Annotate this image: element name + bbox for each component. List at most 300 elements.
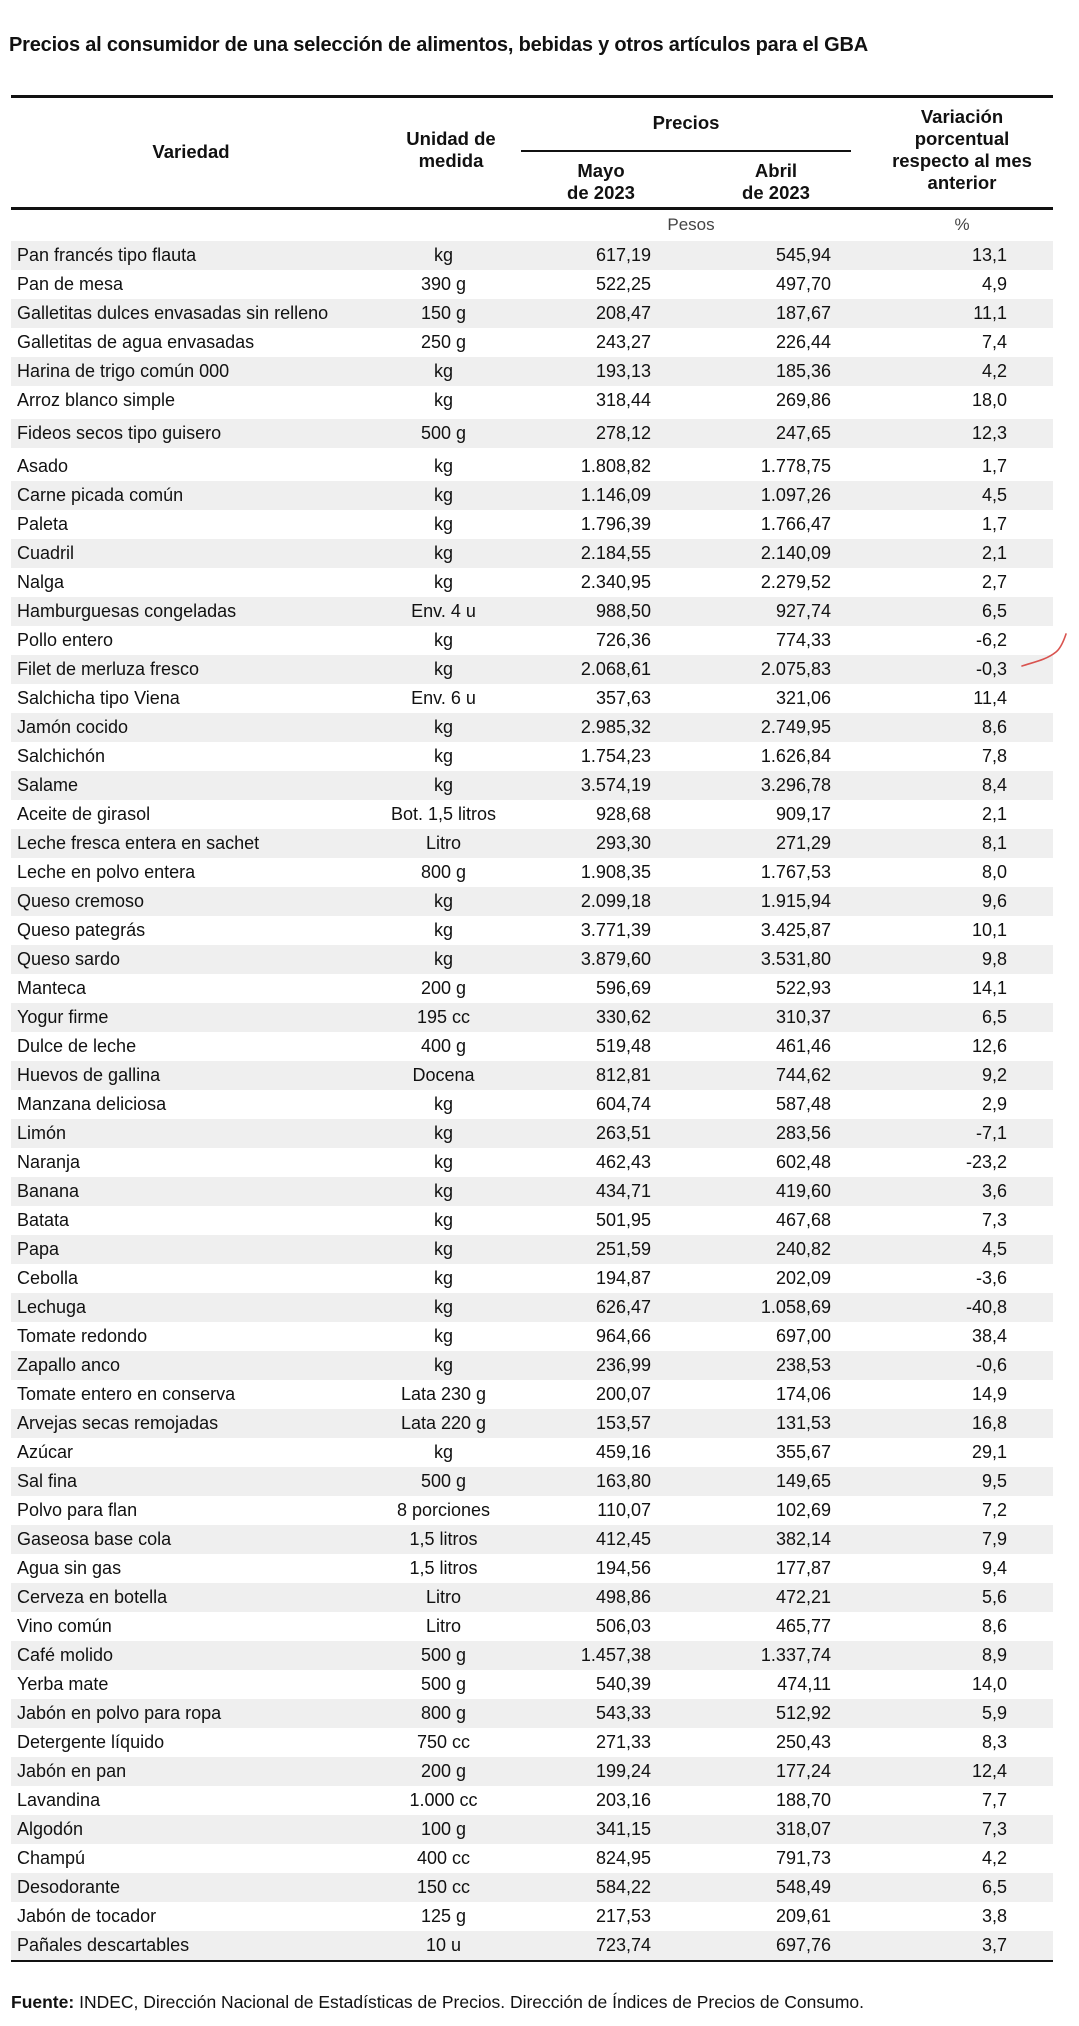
cell-variacion: 7,2 <box>981 1500 1007 1520</box>
cell-mayo: 3.879,60 <box>580 949 651 969</box>
cell-unidad: 150 cc <box>416 1877 471 1897</box>
cell-abril: 522,93 <box>775 978 831 998</box>
cell-unidad: kg <box>433 891 453 911</box>
cell-mayo: 1.908,35 <box>580 862 651 882</box>
cell-variedad: Champú <box>17 1848 86 1868</box>
cell-variacion: 6,5 <box>981 601 1007 621</box>
cell-abril: 2.140,09 <box>760 543 831 563</box>
cell-variedad: Pollo entero <box>17 630 114 650</box>
header-unidad <box>371 128 531 172</box>
table-row <box>11 597 1053 626</box>
cell-variacion: 11,1 <box>973 303 1007 323</box>
cell-mayo: 200,07 <box>595 1384 651 1404</box>
cell-unidad: kg <box>433 659 453 679</box>
cell-variacion: 5,6 <box>981 1587 1007 1607</box>
source-label: Fuente: <box>11 1992 75 2012</box>
cell-mayo: 318,44 <box>595 390 651 410</box>
cell-abril: 238,53 <box>775 1355 831 1375</box>
cell-abril: 1.097,26 <box>760 485 831 505</box>
cell-variedad: Tomate entero en conserva <box>17 1384 236 1404</box>
cell-unidad: kg <box>433 456 453 476</box>
cell-abril: 247,65 <box>775 423 831 443</box>
cell-abril: 465,77 <box>775 1616 831 1636</box>
table-row <box>11 299 1053 328</box>
cell-variacion: 6,5 <box>981 1007 1007 1027</box>
cell-mayo: 824,95 <box>595 1848 651 1868</box>
cell-variedad: Sal fina <box>17 1471 78 1491</box>
cell-mayo: 271,33 <box>595 1732 651 1752</box>
cell-unidad: Litro <box>425 833 461 853</box>
cell-abril: 174,06 <box>775 1384 831 1404</box>
cell-abril: 131,53 <box>775 1413 831 1433</box>
table-row <box>11 1786 1053 1815</box>
table-row <box>11 1061 1053 1090</box>
cell-unidad: 200 g <box>420 978 467 998</box>
cell-abril: 187,67 <box>775 303 831 323</box>
cell-mayo: 626,47 <box>595 1297 651 1317</box>
cell-variacion: 5,9 <box>981 1703 1007 1723</box>
table-row <box>11 241 1053 270</box>
cell-abril: 587,48 <box>775 1094 831 1114</box>
cell-unidad: kg <box>433 514 453 534</box>
cell-variedad: Galletitas dulces envasadas sin relleno <box>17 303 329 323</box>
cell-abril: 3.531,80 <box>760 949 831 969</box>
cell-variacion: 8,3 <box>981 1732 1007 1752</box>
cell-abril: 1.778,75 <box>760 456 831 476</box>
cell-abril: 774,33 <box>775 630 831 650</box>
table-row <box>11 1583 1053 1612</box>
cell-variacion: -7,1 <box>975 1123 1007 1143</box>
table-body <box>11 241 1053 1960</box>
cell-variacion: 3,6 <box>981 1181 1007 1201</box>
table-row <box>11 684 1053 713</box>
header-precios: Precios <box>652 112 720 133</box>
cell-variedad: Papa <box>17 1239 60 1259</box>
table-row <box>11 1815 1053 1844</box>
cell-variacion: -0,3 <box>975 659 1007 679</box>
cell-unidad: 500 g <box>420 423 467 443</box>
cell-variedad: Tomate redondo <box>17 1326 148 1346</box>
table-row <box>11 357 1053 386</box>
cell-variacion: 4,9 <box>981 274 1007 294</box>
header-abril-line2: de 2023 <box>742 182 810 203</box>
table-row <box>11 1322 1053 1351</box>
cell-variedad: Dulce de leche <box>17 1036 137 1056</box>
cell-variacion: 8,6 <box>981 1616 1007 1636</box>
table-row <box>11 713 1053 742</box>
cell-abril: 697,76 <box>775 1935 831 1955</box>
cell-variedad: Galletitas de agua envasadas <box>17 332 255 352</box>
table-row <box>11 1380 1053 1409</box>
cell-variacion: 8,0 <box>981 862 1007 882</box>
cell-unidad: Env. 4 u <box>411 601 476 621</box>
cell-variedad: Lechuga <box>17 1297 87 1317</box>
cell-variedad: Pan francés tipo flauta <box>17 245 197 265</box>
table-row <box>11 974 1053 1003</box>
cell-abril: 497,70 <box>775 274 831 294</box>
cell-abril: 461,46 <box>775 1036 831 1056</box>
cell-variedad: Harina de trigo común 000 <box>17 361 230 381</box>
cell-unidad: 125 g <box>420 1906 467 1926</box>
cell-abril: 1.766,47 <box>760 514 831 534</box>
table-row <box>11 1612 1053 1641</box>
header-variacion-line2: porcentual <box>914 128 1010 149</box>
cell-abril: 419,60 <box>775 1181 831 1201</box>
cell-mayo: 462,43 <box>595 1152 651 1172</box>
table-row <box>11 1003 1053 1032</box>
cell-variedad: Leche en polvo entera <box>17 862 196 882</box>
cell-variedad: Leche fresca entera en sachet <box>17 833 260 853</box>
table-row <box>11 1409 1053 1438</box>
table-row <box>11 1351 1053 1380</box>
cell-variacion: 13,1 <box>971 245 1007 265</box>
cell-mayo: 3.574,19 <box>580 775 651 795</box>
cell-variacion: 9,4 <box>981 1558 1007 1578</box>
cell-mayo: 217,53 <box>595 1906 651 1926</box>
cell-variacion: 14,0 <box>971 1674 1007 1694</box>
cell-unidad: kg <box>433 746 453 766</box>
cell-variedad: Jabón de tocador <box>17 1906 157 1926</box>
cell-unidad: kg <box>433 1123 453 1143</box>
table-row <box>11 452 1053 481</box>
cell-unidad: kg <box>433 543 453 563</box>
cell-mayo: 278,12 <box>595 423 651 443</box>
cell-unidad: Bot. 1,5 litros <box>390 804 497 824</box>
table-row <box>11 1090 1053 1119</box>
cell-variacion: 9,8 <box>981 949 1007 969</box>
cell-unidad: 400 cc <box>416 1848 471 1868</box>
cell-mayo: 1.754,23 <box>580 746 651 766</box>
cell-variedad: Café molido <box>17 1645 114 1665</box>
cell-mayo: 341,15 <box>595 1819 651 1839</box>
cell-unidad: 1.000 cc <box>409 1790 478 1810</box>
header-variacion-line3: respecto al mes <box>892 150 1032 171</box>
cell-variedad: Yerba mate <box>17 1674 109 1694</box>
table-row <box>11 1554 1053 1583</box>
cell-variacion: 12,3 <box>971 423 1007 443</box>
table-row <box>11 916 1053 945</box>
cell-variacion: 7,4 <box>981 332 1007 352</box>
cell-unidad: Litro <box>425 1616 461 1636</box>
cell-variedad: Jabón en pan <box>17 1761 127 1781</box>
cell-variedad: Queso pategrás <box>17 920 146 940</box>
cell-unidad: 100 g <box>420 1819 467 1839</box>
cell-variacion: 8,9 <box>981 1645 1007 1665</box>
cell-variacion: -0,6 <box>975 1355 1007 1375</box>
cell-mayo: 2.340,95 <box>580 572 651 592</box>
cell-abril: 283,56 <box>775 1123 831 1143</box>
cell-unidad: kg <box>433 1355 453 1375</box>
cell-abril: 1.058,69 <box>760 1297 831 1317</box>
units-row <box>11 207 1053 241</box>
cell-unidad: kg <box>433 717 453 737</box>
cell-variedad: Banana <box>17 1181 80 1201</box>
cell-variedad: Aceite de girasol <box>17 804 151 824</box>
cell-variacion: 7,3 <box>981 1210 1007 1230</box>
table-row <box>11 742 1053 771</box>
table-row <box>11 481 1053 510</box>
cell-abril: 602,48 <box>775 1152 831 1172</box>
cell-variedad: Filet de merluza fresco <box>17 659 200 679</box>
cell-abril: 2.075,83 <box>760 659 831 679</box>
cell-variedad: Yogur firme <box>17 1007 109 1027</box>
cell-abril: 202,09 <box>775 1268 831 1288</box>
cell-mayo: 1.146,09 <box>580 485 651 505</box>
table-row <box>11 887 1053 916</box>
pen-mark-icon <box>1020 620 1070 680</box>
source-note <box>11 1992 864 2013</box>
cell-mayo: 617,19 <box>595 245 651 265</box>
table-row <box>11 1119 1053 1148</box>
cell-unidad: kg <box>433 1094 453 1114</box>
cell-mayo: 110,07 <box>597 1500 651 1520</box>
table-row <box>11 1902 1053 1931</box>
cell-variedad: Agua sin gas <box>17 1558 122 1578</box>
cell-mayo: 193,13 <box>595 361 651 381</box>
table-row <box>11 1235 1053 1264</box>
header-variacion-line1: Variación <box>920 106 1004 127</box>
cell-abril: 909,17 <box>775 804 831 824</box>
bottom-rule <box>11 1960 1053 1962</box>
cell-variacion: 16,8 <box>971 1413 1007 1433</box>
cell-unidad: Docena <box>412 1065 475 1085</box>
table-row <box>11 1148 1053 1177</box>
cell-mayo: 412,45 <box>595 1529 651 1549</box>
table-row <box>11 1293 1053 1322</box>
cell-mayo: 723,74 <box>595 1935 651 1955</box>
precios-underline <box>521 150 851 152</box>
cell-abril: 744,62 <box>775 1065 831 1085</box>
units-pesos: Pesos <box>667 215 715 234</box>
cell-variedad: Polvo para flan <box>17 1500 138 1520</box>
cell-abril: 177,87 <box>775 1558 831 1578</box>
cell-variedad: Salchichón <box>17 746 106 766</box>
cell-mayo: 357,63 <box>595 688 651 708</box>
cell-variedad: Hamburguesas congeladas <box>17 601 237 621</box>
cell-mayo: 208,47 <box>595 303 651 323</box>
cell-mayo: 506,03 <box>595 1616 651 1636</box>
cell-variacion: 18,0 <box>971 390 1007 410</box>
cell-mayo: 726,36 <box>595 630 651 650</box>
cell-abril: 472,21 <box>775 1587 831 1607</box>
cell-abril: 1.337,74 <box>760 1645 831 1665</box>
cell-variacion: 2,1 <box>981 804 1007 824</box>
cell-variacion: 29,1 <box>971 1442 1007 1462</box>
cell-variedad: Arvejas secas remojadas <box>17 1413 219 1433</box>
table-row <box>11 539 1053 568</box>
cell-variedad: Jamón cocido <box>17 717 129 737</box>
cell-variacion: -6,2 <box>975 630 1007 650</box>
cell-variacion: 4,5 <box>981 485 1007 505</box>
header-variacion-line4: anterior <box>927 172 997 193</box>
cell-mayo: 199,24 <box>595 1761 651 1781</box>
cell-variacion: -40,8 <box>965 1297 1007 1317</box>
cell-variedad: Manzana deliciosa <box>17 1094 167 1114</box>
cell-variacion: 14,1 <box>971 978 1007 998</box>
cell-variacion: 1,7 <box>981 514 1007 534</box>
table-row <box>11 1467 1053 1496</box>
cell-abril: 240,82 <box>775 1239 831 1259</box>
cell-mayo: 928,68 <box>595 804 651 824</box>
cell-variacion: 2,1 <box>981 543 1007 563</box>
header-mayo-line1: Mayo <box>577 160 625 181</box>
header-mayo <box>521 160 681 204</box>
cell-abril: 3.296,78 <box>760 775 831 795</box>
cell-mayo: 2.184,55 <box>580 543 651 563</box>
cell-abril: 188,70 <box>775 1790 831 1810</box>
cell-abril: 271,29 <box>775 833 831 853</box>
cell-variacion: 10,1 <box>971 920 1007 940</box>
table-row <box>11 1641 1053 1670</box>
cell-abril: 177,24 <box>775 1761 831 1781</box>
cell-mayo: 584,22 <box>595 1877 651 1897</box>
cell-mayo: 243,27 <box>595 332 651 352</box>
cell-unidad: 500 g <box>420 1471 467 1491</box>
cell-abril: 321,06 <box>775 688 831 708</box>
cell-abril: 269,86 <box>775 390 831 410</box>
cell-abril: 382,14 <box>775 1529 831 1549</box>
cell-abril: 102,69 <box>775 1500 831 1520</box>
cell-variacion: 7,9 <box>981 1529 1007 1549</box>
cell-unidad: kg <box>433 949 453 969</box>
cell-variedad: Huevos de gallina <box>17 1065 161 1085</box>
cell-abril: 2.279,52 <box>760 572 831 592</box>
cell-unidad: kg <box>433 485 453 505</box>
table-row <box>11 568 1053 597</box>
cell-mayo: 293,30 <box>595 833 651 853</box>
header-abril-line1: Abril <box>754 160 798 181</box>
cell-unidad: kg <box>433 361 453 381</box>
cell-unidad: 250 g <box>420 332 467 352</box>
table-row <box>11 270 1053 299</box>
cell-variedad: Cuadril <box>17 543 75 563</box>
table-row <box>11 1525 1053 1554</box>
cell-unidad: kg <box>433 1181 453 1201</box>
table-row <box>11 771 1053 800</box>
cell-variacion: 3,8 <box>981 1906 1007 1926</box>
cell-variacion: 4,2 <box>981 1848 1007 1868</box>
cell-unidad: 390 g <box>420 274 467 294</box>
cell-unidad: Lata 220 g <box>400 1413 487 1433</box>
cell-mayo: 596,69 <box>595 978 651 998</box>
cell-variedad: Salame <box>17 775 79 795</box>
cell-abril: 791,73 <box>775 1848 831 1868</box>
cell-abril: 467,68 <box>775 1210 831 1230</box>
cell-unidad: 150 g <box>420 303 467 323</box>
table-row <box>11 800 1053 829</box>
cell-abril: 512,92 <box>775 1703 831 1723</box>
cell-variedad: Limón <box>17 1123 67 1143</box>
cell-variacion: 2,9 <box>981 1094 1007 1114</box>
cell-variedad: Pan de mesa <box>17 274 124 294</box>
cell-unidad: kg <box>433 1326 453 1346</box>
cell-unidad: kg <box>433 920 453 940</box>
cell-unidad: 195 cc <box>416 1007 471 1027</box>
cell-variedad: Queso cremoso <box>17 891 145 911</box>
cell-mayo: 194,87 <box>595 1268 651 1288</box>
cell-mayo: 263,51 <box>595 1123 651 1143</box>
cell-unidad: kg <box>433 1210 453 1230</box>
cell-variedad: Manteca <box>17 978 87 998</box>
cell-variedad: Gaseosa base cola <box>17 1529 172 1549</box>
cell-abril: 474,11 <box>777 1674 831 1694</box>
cell-mayo: 330,62 <box>595 1007 651 1027</box>
cell-variedad: Batata <box>17 1210 70 1230</box>
cell-variacion: 7,7 <box>981 1790 1007 1810</box>
price-table <box>11 95 1053 1962</box>
cell-variedad: Desodorante <box>17 1877 121 1897</box>
cell-unidad: kg <box>433 1152 453 1172</box>
cell-mayo: 3.771,39 <box>580 920 651 940</box>
cell-abril: 3.425,87 <box>760 920 831 940</box>
cell-unidad: 800 g <box>420 1703 467 1723</box>
cell-unidad: 200 g <box>420 1761 467 1781</box>
cell-variacion: 8,1 <box>981 833 1007 853</box>
header-mayo-line2: de 2023 <box>567 182 635 203</box>
cell-mayo: 498,86 <box>595 1587 651 1607</box>
cell-unidad: kg <box>433 775 453 795</box>
cell-unidad: 750 cc <box>416 1732 471 1752</box>
header-variedad: Variedad <box>152 141 230 162</box>
cell-mayo: 2.985,32 <box>580 717 651 737</box>
cell-unidad: 400 g <box>420 1036 467 1056</box>
cell-unidad: kg <box>433 1442 453 1462</box>
table-row <box>11 945 1053 974</box>
cell-variedad: Algodón <box>17 1819 84 1839</box>
table-row <box>11 626 1053 655</box>
cell-mayo: 459,16 <box>595 1442 651 1462</box>
cell-mayo: 1.796,39 <box>580 514 651 534</box>
cell-variacion: 1,7 <box>981 456 1007 476</box>
units-percent: % <box>954 215 970 234</box>
cell-variedad: Queso sardo <box>17 949 121 969</box>
cell-mayo: 236,99 <box>595 1355 651 1375</box>
cell-variacion: 11,4 <box>973 688 1007 708</box>
page-title: Precios al consumidor de una selección de alimentos, bebidas y otros artículos para el GBA <box>9 34 868 56</box>
cell-unidad: 1,5 litros <box>409 1558 478 1578</box>
cell-variedad: Paleta <box>17 514 69 534</box>
header-abril <box>696 160 856 204</box>
cell-mayo: 540,39 <box>595 1674 651 1694</box>
cell-unidad: 10 u <box>425 1935 462 1955</box>
cell-mayo: 2.068,61 <box>580 659 651 679</box>
cell-abril: 149,65 <box>775 1471 831 1491</box>
cell-unidad: kg <box>433 630 453 650</box>
cell-variacion: 12,6 <box>971 1036 1007 1056</box>
table-row <box>11 1873 1053 1902</box>
cell-variacion: 8,4 <box>981 775 1007 795</box>
header-unidad-line2: medida <box>418 150 484 171</box>
cell-variedad: Jabón en polvo para ropa <box>17 1703 222 1723</box>
cell-unidad: kg <box>433 1239 453 1259</box>
cell-variedad: Salchicha tipo Viena <box>17 688 180 708</box>
table-row <box>11 1670 1053 1699</box>
cell-mayo: 2.099,18 <box>580 891 651 911</box>
cell-variedad: Zapallo anco <box>17 1355 121 1375</box>
table-row <box>11 1496 1053 1525</box>
cell-mayo: 251,59 <box>595 1239 651 1259</box>
cell-variacion: 6,5 <box>981 1877 1007 1897</box>
cell-abril: 545,94 <box>775 245 831 265</box>
table-row <box>11 1177 1053 1206</box>
cell-variedad: Nalga <box>17 572 65 592</box>
cell-mayo: 812,81 <box>595 1065 651 1085</box>
cell-abril: 185,36 <box>775 361 831 381</box>
source-text: INDEC, Dirección Nacional de Estadísticas de Precios. Dirección de Índices de Precios de Consumo. <box>79 1992 865 2012</box>
cell-variacion: 8,6 <box>981 717 1007 737</box>
cell-abril: 355,67 <box>775 1442 831 1462</box>
table-row <box>11 655 1053 684</box>
